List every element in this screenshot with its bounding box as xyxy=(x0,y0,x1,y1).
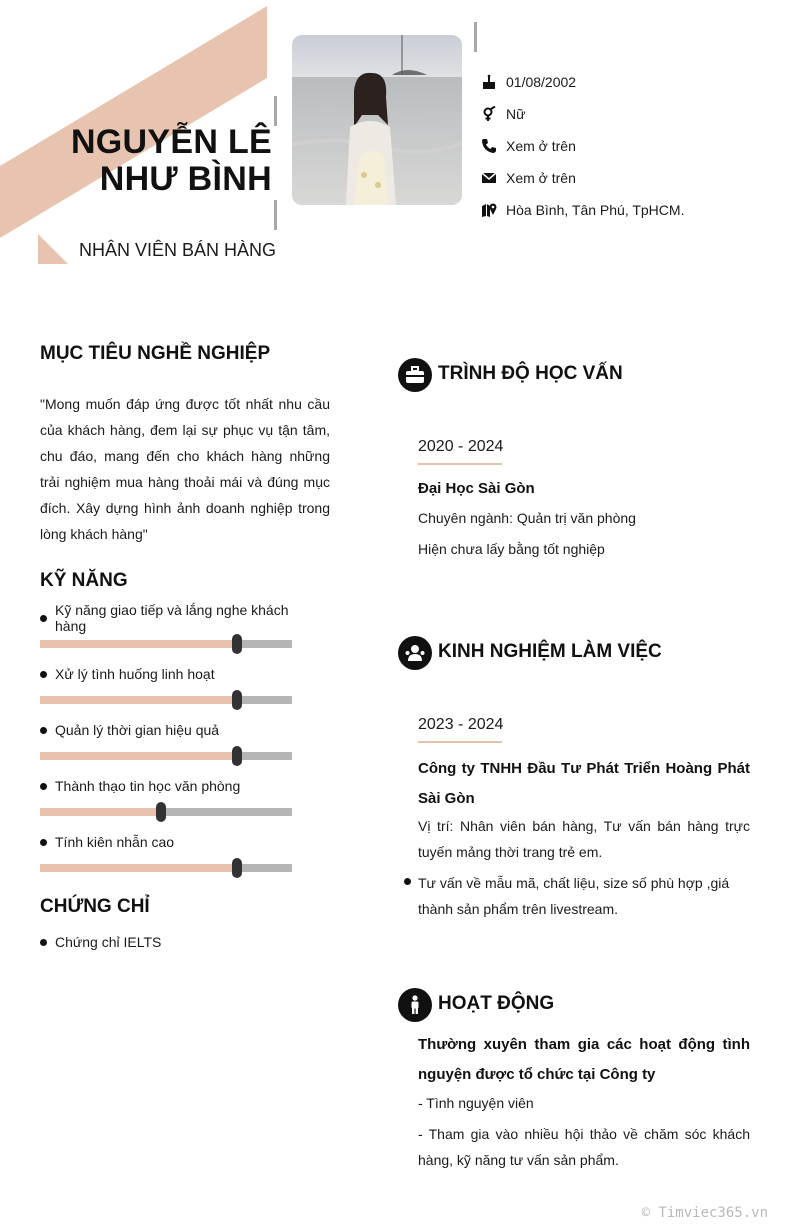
skill-item xyxy=(40,664,300,704)
phone-icon xyxy=(480,137,498,155)
phone-value: Xem ở trên xyxy=(506,138,576,154)
experience-title: KINH NGHIỆM LÀM VIỆC xyxy=(438,641,662,662)
skill-label: Thành thạo tin học văn phòng xyxy=(55,778,241,794)
experience-position: Vị trí: Nhân viên bán hàng, Tư vấn bán hàng trực tuyến mảng thời trang trẻ em. xyxy=(418,818,750,860)
email-icon xyxy=(480,169,498,187)
address-value: Hòa Bình, Tân Phú, TpHCM. xyxy=(506,202,685,218)
job-title: NHÂN VIÊN BÁN HÀNG xyxy=(78,240,276,260)
name-line-2: NHƯ BÌNH xyxy=(99,160,272,198)
activities-line-2: - Tham gia vào nhiều hội thảo về chăm sóc khách hàng, kỹ năng tư vấn sản phẩm. xyxy=(418,1126,750,1168)
company-name: Công ty TNHH Đầu Tư Phát Triển Hoàng Phát Sài Gòn xyxy=(418,760,750,807)
watermark: © Timviec365.vn xyxy=(641,1205,768,1221)
education-title: TRÌNH ĐỘ HỌC VẤN xyxy=(438,363,623,384)
profile-photo xyxy=(292,35,462,205)
skill-level-bar xyxy=(40,752,292,760)
bullet-dot xyxy=(40,615,47,622)
info-gender xyxy=(480,98,684,130)
education-note: Hiện chưa lấy bằng tốt nghiệp xyxy=(418,541,605,557)
skills-title: KỸ NĂNG xyxy=(40,570,128,591)
skill-level-bar xyxy=(40,864,292,872)
objective-text: "Mong muốn đáp ứng được tốt nhất nhu cầu của khách hàng, đem lại sự phục vụ tận tâm, chu đáo, mang đến cho khách hàng những trải nghiệm mua hàng thoải mái và đúng mục đích. Xây dựng hình ảnh doanh nghiệp trong lòng khách hàng" xyxy=(40,396,330,542)
skill-label: Quản lý thời gian hiệu quả xyxy=(55,722,220,738)
activities-title: HOẠT ĐỘNG xyxy=(438,993,555,1014)
skill-item xyxy=(40,776,300,816)
activities-headline: Thường xuyên tham gia các hoạt động tình nguyện được tổ chức tại Công ty xyxy=(418,1036,750,1083)
education-period: 2020 - 2024 xyxy=(418,438,504,455)
candidate-name xyxy=(40,124,272,198)
personal-info xyxy=(480,66,684,226)
school-name: Đại Học Sài Gòn xyxy=(418,480,535,497)
activities-line-1: - Tình nguyện viên xyxy=(418,1095,534,1111)
slider-knob xyxy=(232,858,242,878)
skill-level-bar xyxy=(40,696,292,704)
objective-title: MỤC TIÊU NGHỀ NGHIỆP xyxy=(40,343,271,364)
person-icon xyxy=(398,988,432,1022)
name-line-1: NGUYỄN LÊ xyxy=(70,123,272,161)
divider-bar xyxy=(474,22,477,52)
slider-knob xyxy=(232,634,242,654)
education-major: Chuyên ngành: Quản trị văn phòng xyxy=(418,510,636,526)
info-birthday xyxy=(480,66,684,98)
certificate-item xyxy=(40,934,161,950)
bullet-dot xyxy=(40,939,47,946)
skill-item xyxy=(40,832,300,872)
map-icon xyxy=(480,201,498,219)
birthday-value: 01/08/2002 xyxy=(506,74,577,90)
skill-label: Kỹ năng giao tiếp và lắng nghe khách hàng xyxy=(55,602,289,634)
slider-knob xyxy=(156,802,166,822)
birthday-cake-icon xyxy=(480,73,498,91)
certificate-label: Chứng chỉ IELTS xyxy=(55,934,162,950)
experience-period: 2023 - 2024 xyxy=(418,716,504,733)
bullet-dot xyxy=(40,671,47,678)
info-email xyxy=(480,162,684,194)
period-underline xyxy=(418,741,502,743)
gender-value: Nữ xyxy=(506,106,526,122)
bullet-dot xyxy=(40,839,47,846)
team-icon xyxy=(398,636,432,670)
info-phone xyxy=(480,130,684,162)
bullet-dot xyxy=(40,783,47,790)
skill-label: Xử lý tình huống linh hoạt xyxy=(55,666,215,682)
email-value: Xem ở trên xyxy=(506,170,576,186)
slider-knob xyxy=(232,746,242,766)
skill-level-bar xyxy=(40,640,292,648)
slider-knob xyxy=(232,690,242,710)
skill-level-bar xyxy=(40,808,292,816)
period-underline xyxy=(418,463,502,465)
divider-bar xyxy=(274,200,277,230)
gender-icon xyxy=(480,105,498,123)
skill-item xyxy=(40,720,300,760)
info-address xyxy=(480,194,684,226)
experience-bullet: Tư vấn về mẫu mã, chất liệu, size số phù hợp ,giá thành sản phẩm trên livestream. xyxy=(418,875,730,917)
certificates-title: CHỨNG CHỈ xyxy=(40,896,150,917)
skill-item xyxy=(40,602,300,648)
divider-bar xyxy=(274,96,277,126)
skill-label: Tính kiên nhẫn cao xyxy=(55,834,175,850)
bullet-dot xyxy=(40,727,47,734)
briefcase-icon xyxy=(398,358,432,392)
bullet-dot xyxy=(404,878,411,885)
